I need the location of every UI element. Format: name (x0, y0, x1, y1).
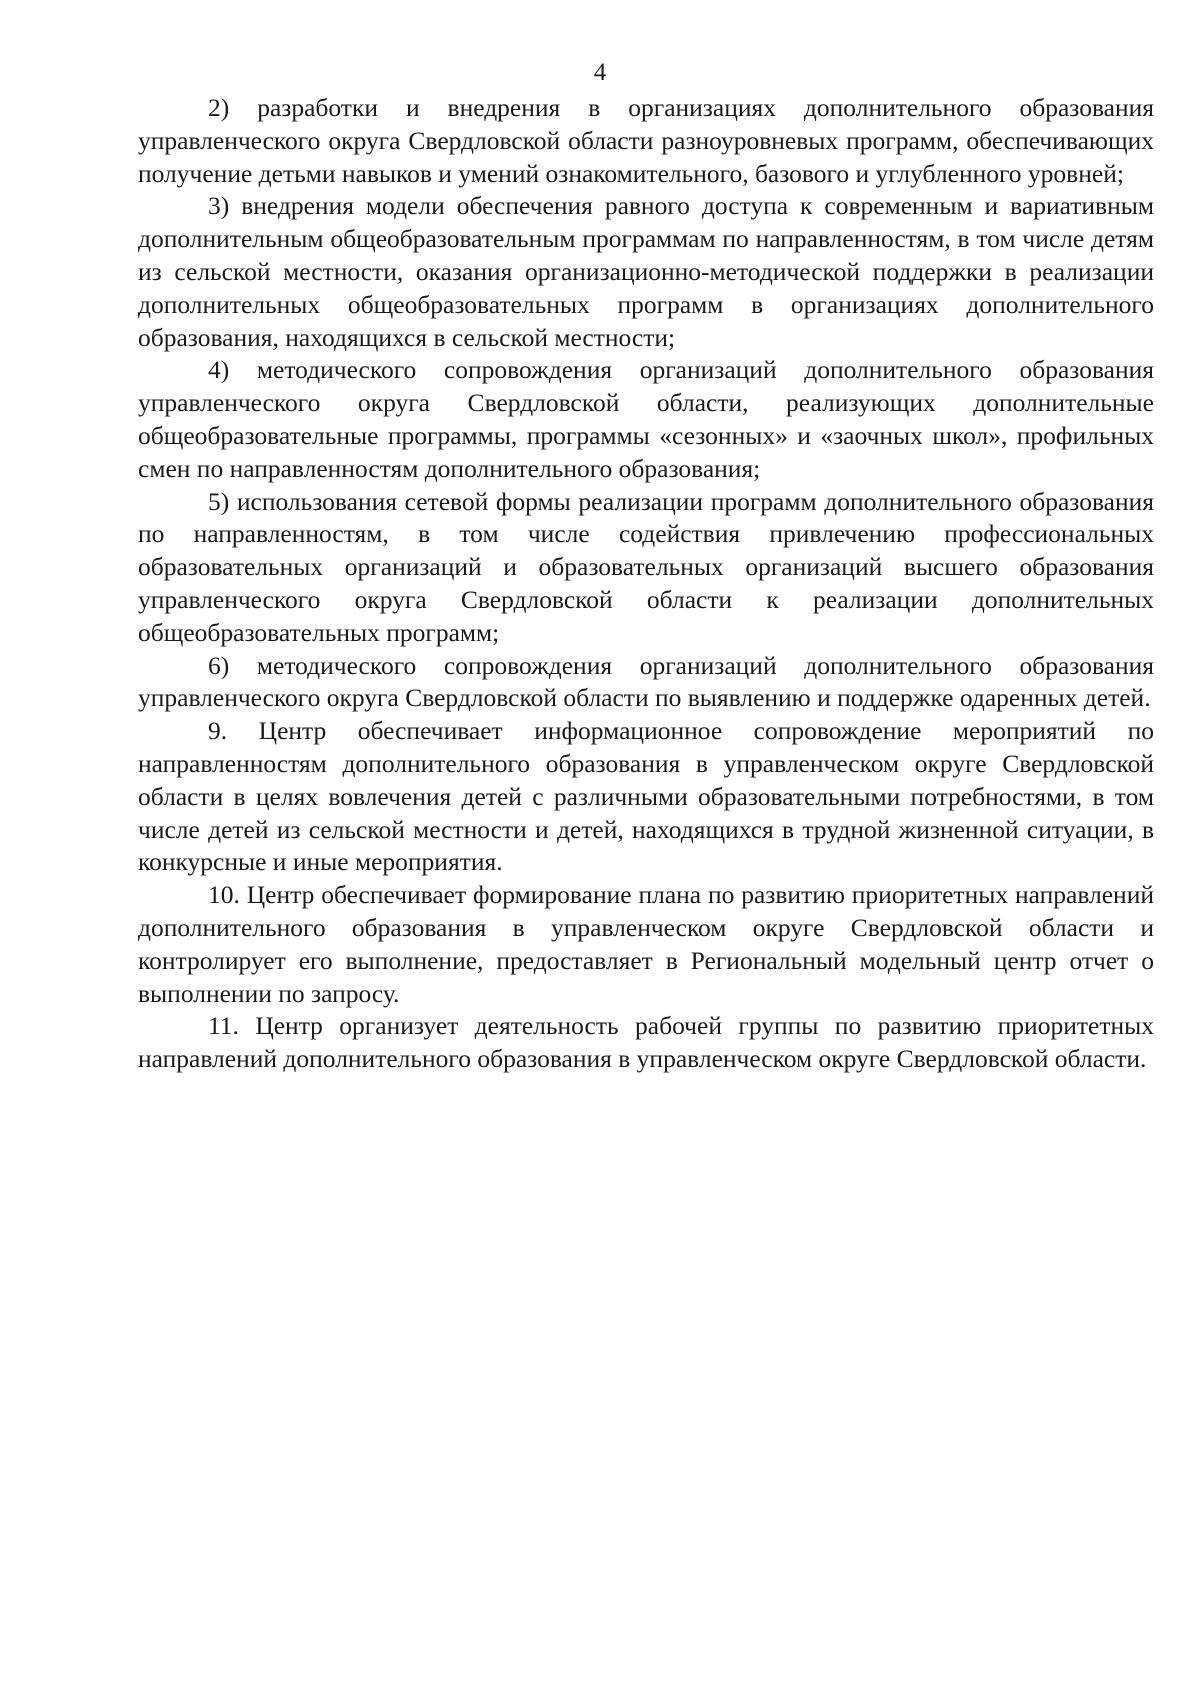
paragraph-item-2: 2) разработки и внедрения в организациях дополнительного образования управленческого округа Свердловской области разноуровневых программ, обеспечивающих получение детьми навыков и умений ознакомительного, базового и углубленного уровней; (138, 93, 1154, 188)
paragraph-item-3: 3) внедрения модели обеспечения равного доступа к современным и вариативным дополнительным общеобразовательным программам по направленностям, в том числе детям из сельской местности, оказания организационно-методической поддержки в реализации дополнительных общеобразовательных программ в организациях дополнительного образования, находящихся в сельской местности; (138, 191, 1154, 352)
document-body (138, 92, 1154, 1076)
paragraph-item-6: 6) методического сопровождения организаций дополнительного образования управленческого округа Свердловской области по выявлению и поддержке одаренных детей. (138, 650, 1154, 713)
paragraph-clause-10: 10. Центр обеспечивает формирование плана по развитию приоритетных направлений дополнительного образования в управленческом округе Свердловской области и контролирует его выполнение, предоставляет в Региональный модельный центр отчет о выполнении по запросу. (138, 880, 1154, 1008)
page-number: 4 (593, 59, 607, 86)
paragraph-item-4: 4) методического сопровождения организаций дополнительного образования управленческого округа Свердловской области, реализующих дополнительные общеобразовательные программы, программы «сезонных» и «заочных школ», профильных смен по направленностям дополнительного образования; (138, 355, 1154, 483)
paragraph-clause-11: 11. Центр организует деятельность рабочей группы по развитию приоритетных направлений дополнительного образования в управленческом округе Свердловской области. (138, 1011, 1154, 1074)
paragraph-item-5: 5) использования сетевой формы реализации программ дополнительного образования по направленностям, в том числе содействия привлечению профессиональных образовательных организаций и образовательных организаций высшего образования управленческого округа Свердловской области к реализации дополнительных общеобразовательных программ; (138, 486, 1154, 647)
paragraph-clause-9: 9. Центр обеспечивает информационное сопровождение мероприятий по направленностям дополнительного образования в управленческом округе Свердловской области в целях вовлечения детей с различными образовательными потребностями, в том числе детей из сельской местности и детей, находящихся в трудной жизненной ситуации, в конкурсные и иные мероприятия. (138, 716, 1154, 877)
